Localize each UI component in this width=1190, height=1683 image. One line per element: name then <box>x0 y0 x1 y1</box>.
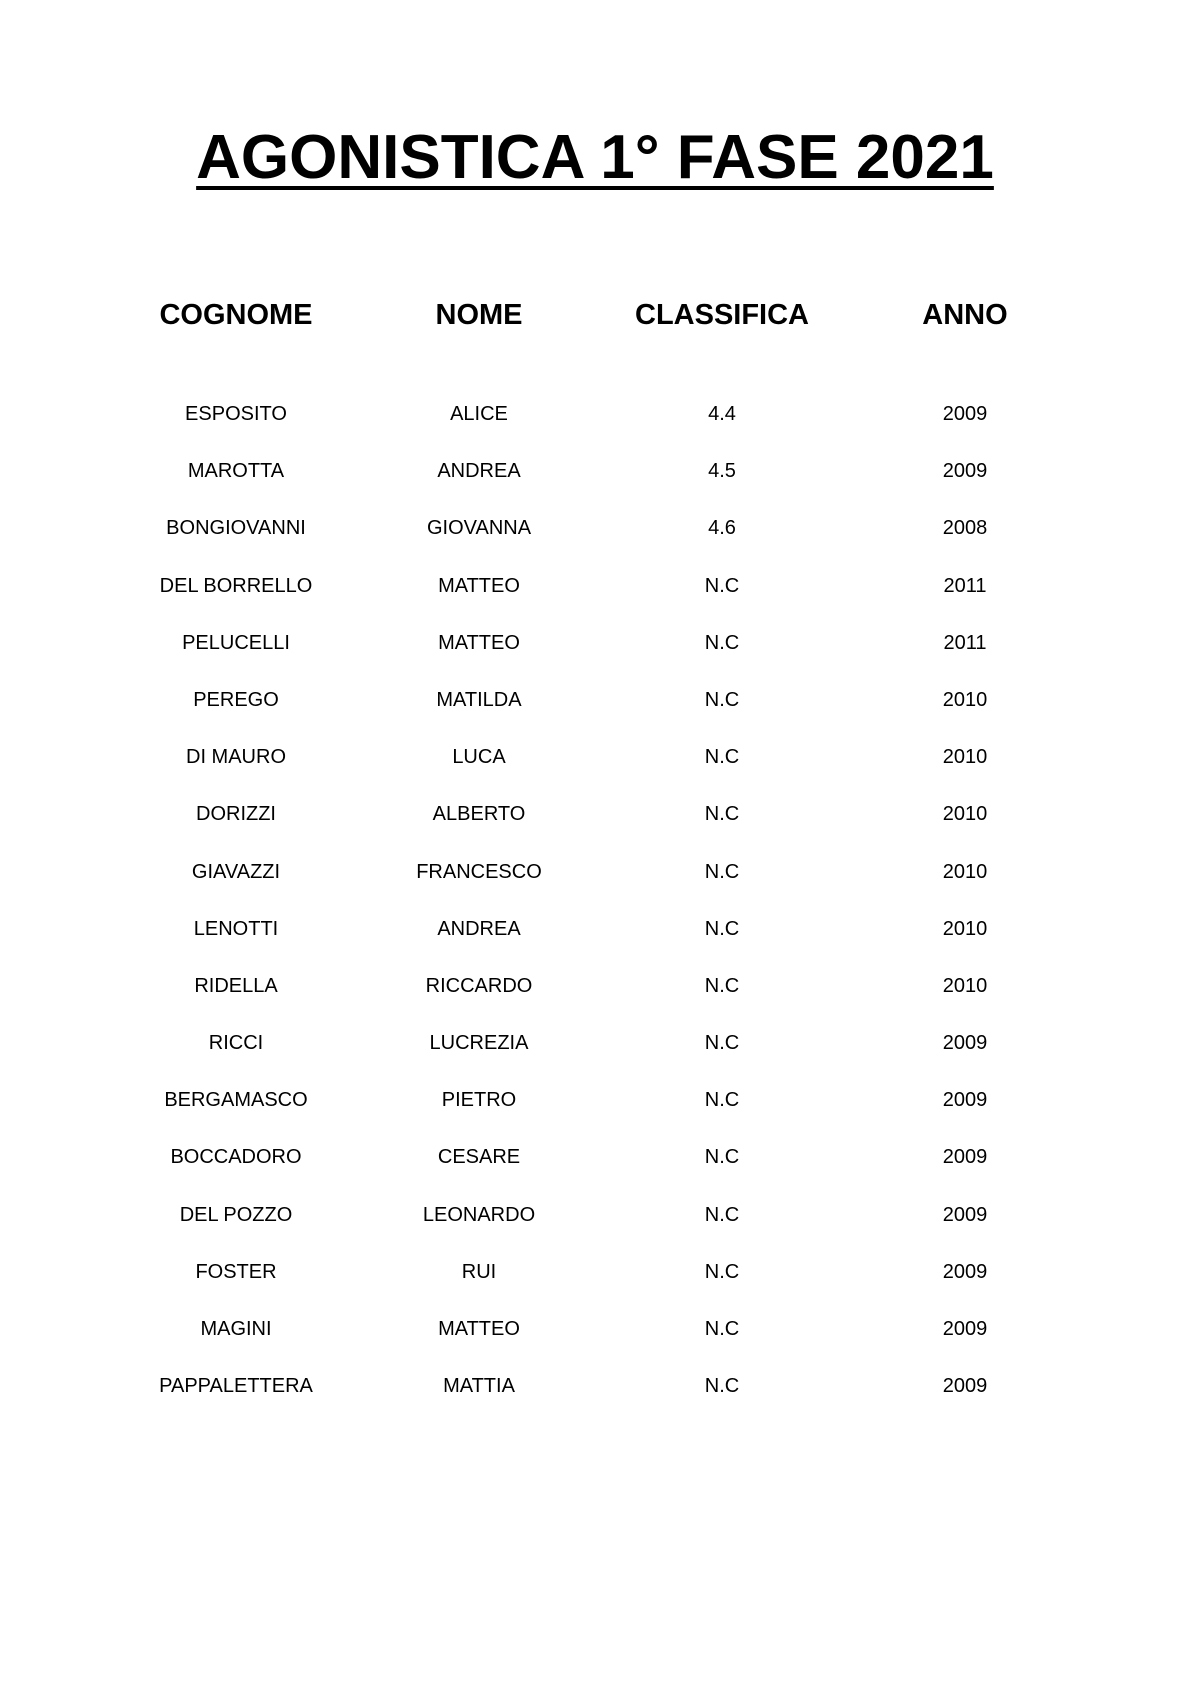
table-row <box>0 800 1190 857</box>
cell-classifica: N.C <box>704 1375 740 1398</box>
cell-nome: LUCA <box>452 746 506 769</box>
cell-anno: 2009 <box>942 1032 988 1055</box>
cell-nome: CESARE <box>437 1146 521 1169</box>
cell-nome: MATTEO <box>438 1318 520 1340</box>
cell-anno: 2010 <box>942 688 988 711</box>
cell-anno: 2009 <box>942 403 988 425</box>
table-row <box>0 572 1190 629</box>
table-row <box>0 514 1190 571</box>
cell-classifica: 4.4 <box>708 403 736 425</box>
cell-cognome: DEL BORRELLO <box>159 574 313 597</box>
cell-anno: 2009 <box>942 1260 988 1283</box>
cell-cognome: LENOTTI <box>193 917 279 940</box>
cell-nome: MATTIA <box>443 1375 515 1398</box>
cell-anno: 2009 <box>942 460 988 483</box>
cell-anno: 2009 <box>942 1146 988 1169</box>
cell-anno: 2011 <box>943 631 987 654</box>
cell-classifica: N.C <box>704 974 740 997</box>
table-row <box>0 400 1190 457</box>
cell-anno: 2010 <box>942 860 988 883</box>
table-row <box>0 457 1190 514</box>
cell-anno: 2008 <box>942 517 988 540</box>
table-row <box>0 1029 1190 1086</box>
table-row <box>0 1258 1190 1315</box>
cell-anno: 2010 <box>942 917 988 940</box>
cell-classifica: N.C <box>704 1146 740 1169</box>
table-row <box>0 972 1190 1029</box>
cell-nome: GIOVANNA <box>426 517 532 540</box>
cell-classifica: N.C <box>704 1318 740 1340</box>
cell-anno: 2010 <box>942 974 988 997</box>
cell-nome: LUCREZIA <box>429 1032 529 1055</box>
cell-cognome: MAROTTA <box>187 460 285 483</box>
cell-anno: 2009 <box>942 1318 988 1340</box>
cell-nome: PIETRO <box>441 1089 517 1112</box>
cell-classifica: N.C <box>704 1203 740 1226</box>
cell-cognome: MAGINI <box>200 1318 272 1340</box>
table-row <box>0 858 1190 915</box>
cell-cognome: BONGIOVANNI <box>166 517 306 540</box>
cell-anno: 2010 <box>942 803 988 826</box>
cell-nome: FRANCESCO <box>416 860 542 883</box>
cell-nome: MATTEO <box>438 574 520 597</box>
cell-cognome: GIAVAZZI <box>191 860 281 883</box>
cell-cognome: BOCCADORO <box>170 1146 302 1169</box>
cell-classifica: N.C <box>704 1260 740 1283</box>
table-row <box>0 1143 1190 1200</box>
table-row <box>0 1201 1190 1258</box>
cell-cognome: PEREGO <box>193 688 279 711</box>
cell-classifica: 4.5 <box>708 460 736 483</box>
cell-classifica: N.C <box>704 1032 740 1055</box>
cell-classifica: N.C <box>704 1089 740 1112</box>
cell-cognome: PAPPALETTERA <box>159 1375 313 1398</box>
cell-nome: LEONARDO <box>422 1203 536 1226</box>
document-title-text: AGONISTICA 1° FASE 2021 <box>196 123 994 192</box>
cell-cognome: RICCI <box>208 1032 264 1055</box>
cell-cognome: RIDELLA <box>194 974 278 997</box>
table-row <box>0 743 1190 800</box>
cell-classifica: N.C <box>704 631 740 654</box>
cell-classifica: 4.6 <box>708 517 736 540</box>
cell-cognome: ESPOSITO <box>185 403 287 425</box>
table-body <box>0 400 1190 1429</box>
table-row <box>0 629 1190 686</box>
cell-anno: 2010 <box>942 746 988 769</box>
cell-nome: ALICE <box>450 403 508 425</box>
cell-anno: 2009 <box>942 1089 988 1112</box>
cell-nome: ANDREA <box>437 460 521 483</box>
column-header-anno: ANNO <box>922 299 1008 331</box>
table-row <box>0 1315 1190 1372</box>
table-row <box>0 915 1190 972</box>
cell-classifica: N.C <box>704 917 740 940</box>
cell-classifica: N.C <box>704 860 740 883</box>
cell-classifica: N.C <box>704 574 740 597</box>
table-header-row <box>0 297 1190 333</box>
cell-nome: RICCARDO <box>425 974 533 997</box>
table-row <box>0 686 1190 743</box>
cell-classifica: N.C <box>704 746 740 769</box>
cell-anno: 2011 <box>943 574 987 597</box>
cell-anno: 2009 <box>942 1203 988 1226</box>
cell-cognome: FOSTER <box>195 1260 277 1283</box>
cell-classifica: N.C <box>704 803 740 826</box>
cell-cognome: PELUCELLI <box>182 631 290 654</box>
cell-anno: 2009 <box>942 1375 988 1398</box>
cell-nome: ANDREA <box>437 917 521 940</box>
cell-cognome: BERGAMASCO <box>164 1089 308 1112</box>
cell-nome: MATILDA <box>436 688 522 711</box>
cell-nome: ALBERTO <box>432 803 526 826</box>
cell-nome: MATTEO <box>438 631 520 654</box>
column-header-nome: NOME <box>435 299 523 331</box>
table-row <box>0 1372 1190 1429</box>
cell-classifica: N.C <box>704 688 740 711</box>
cell-cognome: DORIZZI <box>196 803 276 826</box>
column-header-classifica: CLASSIFICA <box>635 299 809 331</box>
cell-cognome: DEL POZZO <box>179 1203 293 1226</box>
cell-nome: RUI <box>461 1260 497 1283</box>
cell-cognome: DI MAURO <box>186 746 286 769</box>
table-row <box>0 1086 1190 1143</box>
column-header-cognome: COGNOME <box>159 299 313 331</box>
